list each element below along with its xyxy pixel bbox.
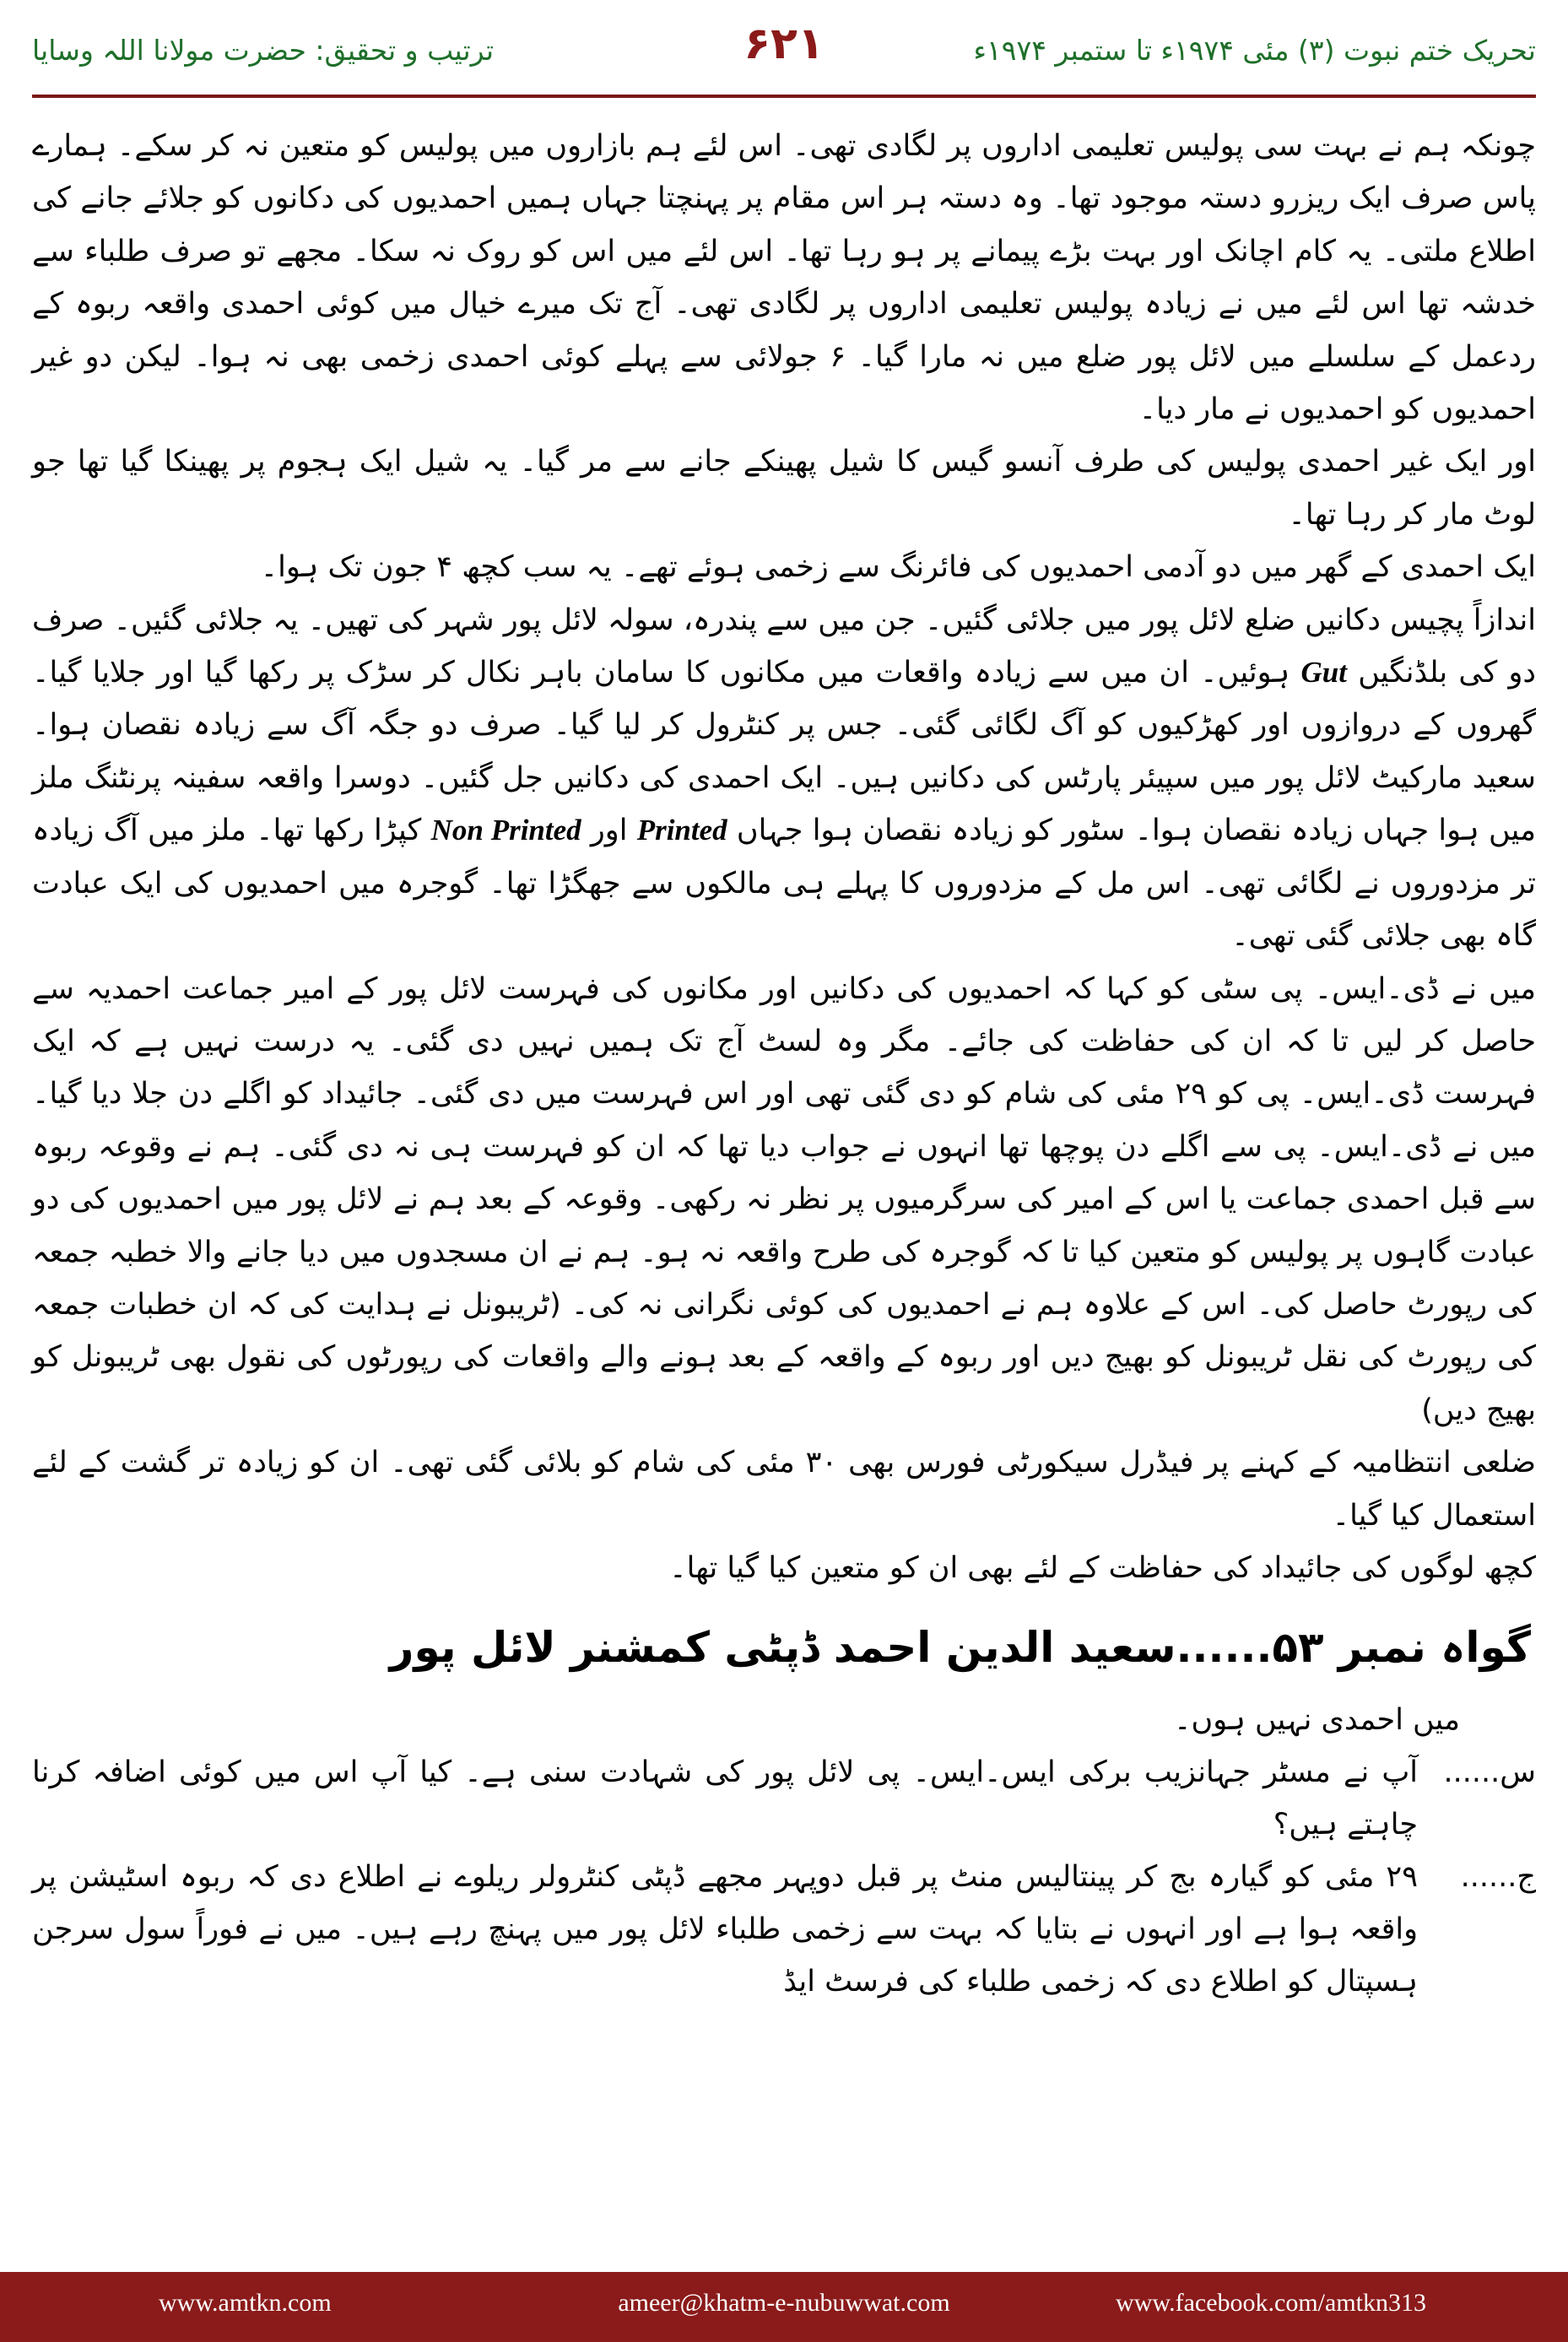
witness-statement: میں احمدی نہیں ہوں۔ — [1174, 1703, 1460, 1738]
qa-item — [32, 1746, 1536, 1851]
facebook-link[interactable]: www.facebook.com/amtkn313 — [1116, 2289, 1426, 2317]
website-link[interactable]: www.amtkn.com — [159, 2289, 332, 2317]
paragraph: اندازاً پچیس دکانیں ضلع لائل پور میں جلائی گئیں۔ جن میں سے پندرہ، سولہ لائل پور شہر کی تھیں۔ یہ جلائی گئیں۔ صرف دو کی بلڈنگیں Gut ہوئیں۔ ان میں سے زیادہ واقعات میں مکانوں کا سامان باہر نکال کر سڑک پر رکھا گیا اور جلایا گیا۔ گھروں کے دروازوں اور کھڑکیوں کو آگ لگائی گئی۔ جس پر کنٹرول کر لیا گیا۔ صرف دو جگہ آگ سے زیادہ نقصان ہوا۔ سعید مارکیٹ لائل پور میں سپیئر پارٹس کی دکانیں ہیں۔ ایک احمدی کی دکانیں جل گئیں۔ دوسرا واقعہ سفینہ پرنٹنگ ملز میں ہوا جہاں زیادہ نقصان ہوا۔ سٹور کو زیادہ نقصان ہوا جہاں Printed اور Non Printed کپڑا رکھا تھا۔ ملز میں آگ زیادہ تر مزدوروں نے لگائی تھی۔ اس مل کے مزدوروں کا پہلے ہی مالکوں سے جھگڑا تھا۔ گوجرہ میں احمدیوں کی ایک عبادت گاہ بھی جلائی گئی تھی۔ — [32, 603, 1536, 954]
paragraph: اور ایک غیر احمدی پولیس کی طرف آنسو گیس کا شیل پھینکے جانے سے مر گیا۔ یہ شیل ایک ہجوم پر پھینکا گیا تھا جو لوٹ مار کر رہا تھا۔ — [32, 445, 1536, 532]
qa-text: ۲۹ مئی کو گیارہ بج کر پینتالیس منٹ پر قبل دوپہر مجھے ڈپٹی کنٹرولر ریلوے نے اطلاع دی کہ ربوہ اسٹیشن پر واقعہ ہوا ہے اور انہوں نے بتایا کہ بہت سے زخمی طلباء لائل پور میں پہنچ رہے ہیں۔ میں نے فوراً سول سرجن ہسپتال کو اطلاع دی کہ زخمی طلباء کی فرسٹ ایڈ — [32, 1860, 1418, 1999]
paragraph: کچھ لوگوں کی جائیداد کی حفاظت کے لئے بھی ان کو متعین کیا گیا تھا۔ — [669, 1550, 1536, 1585]
qa-label: س...... — [1443, 1755, 1536, 1790]
latin-term-non-printed: Non Printed — [430, 814, 581, 847]
page-footer — [0, 2272, 1568, 2342]
page-header — [0, 0, 1568, 101]
qa-text: آپ نے مسٹر جہانزیب برکی ایس۔ایس۔ پی لائل پور کی شہادت سنی ہے۔ کیا آپ اس میں کوئی اضافہ کرنا چاہتے ہیں؟ — [32, 1755, 1418, 1842]
qa-item — [32, 1851, 1536, 2008]
latin-term-printed: Printed — [636, 814, 727, 847]
page-number: ۶۲۱ — [743, 19, 825, 69]
header-divider — [32, 95, 1536, 98]
page-body — [32, 120, 1536, 2008]
compiler-credit: ترتیب و تحقیق: حضرت مولانا اللہ وسایا — [32, 34, 495, 67]
email-link[interactable]: ameer@khatm-e-nubuwwat.com — [618, 2289, 950, 2317]
paragraph: چونکہ ہم نے بہت سی پولیس تعلیمی اداروں پر لگادی تھی۔ اس لئے ہم بازاروں میں پولیس کو متعین نہ کر سکے۔ ہمارے پاس صرف ایک ریزرو دستہ موجود تھا۔ وہ دستہ ہر اس مقام پر پہنچتا جہاں ہمیں احمدیوں کی دکانوں کو جلائے جانے کی اطلاع ملتی۔ یہ کام اچانک اور بہت بڑے پیمانے پر ہو رہا تھا۔ اس لئے میں اس کو روک نہ سکا۔ مجھے تو صرف طلباء سے خدشہ تھا اس لئے میں نے زیادہ پولیس تعلیمی اداروں پر لگادی تھی۔ آج تک میرے خیال میں کوئی احمدی واقعہ ربوہ کے ردعمل کے سلسلے میں لائل پور ضلع میں نہ مارا گیا۔ ۶ جولائی سے پہلے کوئی احمدی زخمی بھی نہ ہوا۔ لیکن دو غیر احمدیوں کو احمدیوں نے مار دیا۔ — [32, 129, 1536, 427]
qa-label: ج...... — [1460, 1860, 1536, 1895]
paragraph: ضلعی انتظامیہ کے کہنے پر فیڈرل سیکورٹی فورس بھی ۳۰ مئی کی شام کو بلائی گئی تھی۔ ان کو زیادہ تر گشت کے لئے استعمال کیا گیا۔ — [32, 1446, 1536, 1533]
latin-term-gut: Gut — [1300, 656, 1347, 690]
witness-heading: گواہ نمبر ۵۳......سعید الدین احمد ڈپٹی کمشنر لائل پور — [389, 1623, 1531, 1673]
paragraph: ایک احمدی کے گھر میں دو آدمی احمدیوں کی فائرنگ سے زخمی ہوئے تھے۔ یہ سب کچھ ۴ جون تک ہوا۔ — [260, 550, 1536, 585]
paragraph: میں نے ڈی۔ایس۔ پی سٹی کو کہا کہ احمدیوں کی دکانیں اور مکانوں کی فہرست لائل پور کے امیر جماعت احمدیہ سے حاصل کر لیں تا کہ ان کی حفاظت کی جائے۔ مگر وہ لسٹ آج تک ہمیں نہیں دی گئی۔ یہ درست نہیں ہے کہ ایک فہرست ڈی۔ایس۔ پی کو ۲۹ مئی کی شام کو دی گئی تھی اور اس فہرست میں دی گئی۔ جائیداد کو اگلے دن جلا دیا گیا۔ میں نے ڈی۔ایس۔ پی سے اگلے دن پوچھا تھا انہوں نے جواب دیا تھا کہ ان کو فہرست ہی نہ دی گئی۔ ہم نے وقوعہ ربوہ سے قبل احمدی جماعت یا اس کے امیر کی سرگرمیوں پر نظر نہ رکھی۔ وقوعہ کے بعد ہم نے لائل پور میں احمدیوں کی دو عبادت گاہوں پر پولیس کو متعین کیا تا کہ گوجرہ کی طرح واقعہ نہ ہو۔ ہم نے ان مسجدوں میں دیا جانے والا خطبہ جمعہ کی رپورٹ حاصل کی۔ اس کے علاوہ ہم نے احمدیوں کی کوئی نگرانی نہ کی۔ (ٹریبونل نے ہدایت کی کہ ان خطبات جمعہ کی رپورٹ کی نقل ٹریبونل کو بھیج دیں اور ربوہ کے واقعہ کے بعد ہونے والے واقعات کی رپورٹوں کی نقول بھی ٹریبونل کو بھیج دیں) — [32, 971, 1536, 1427]
book-title: تحریک ختم نبوت (۳) مئی ۱۹۷۴ء تا ستمبر ۱۹۷۴ء — [973, 34, 1536, 67]
